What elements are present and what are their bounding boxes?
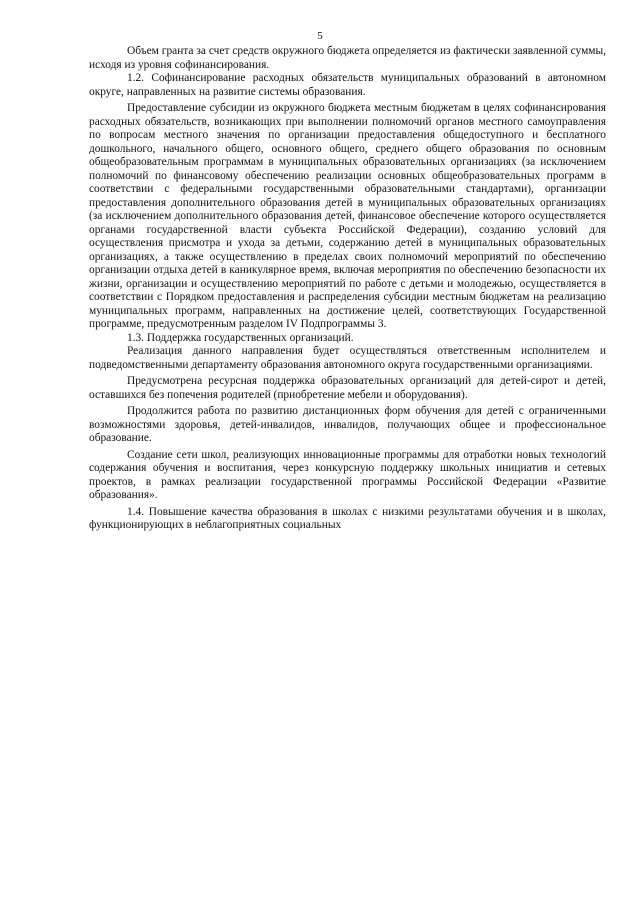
paragraph-distance-learning: Продолжится работа по развитию дистанционных форм обучения для детей с ограниченными возможностями здоровья, детей-инвалидов, инвалидов, получающих общее и профессиональное образование. — [89, 405, 606, 444]
paragraph-implementation: Реализация данного направления будет осуществляться ответственным исполнителем и подведомственными департаменту образования автономного округа государственными организациями. — [89, 345, 606, 371]
document-body — [89, 45, 606, 533]
paragraph-subsidy-provision: Предоставление субсидии из окружного бюджета местным бюджетам в целях софинансирования расходных обязательств, возникающих при выполнении полномочий органов местного самоуправления по вопросам местного значения по организации предоставления общедоступного и бесплатного дошкольного, начального общего, основного общего, среднего общего образования по основным общеобразовательным программам в муниципальных образовательных организациях (за исключением полномочий по финансовому обеспечению реализации основных общеобразовательных программ в соответствии с федеральными государственными образовательными стандартами), организации предоставления дополнительного образования детей в муниципальных образовательных организациях (за исключением дополнительного образования детей, финансовое обеспечение которого осуществляется органами государственной власти субъекта Российской Федерации), созданию условий для осуществления присмотра и ухода за детьми, содержанию детей в муниципальных образовательных организациях, а также осуществлению в пределах своих полномочий мероприятий по обеспечению организации отдыха детей в каникулярное время, включая мероприятия по обеспечению безопасности их жизни, организации и осуществлению мероприятий по работе с детьми и молодежью, осуществляется в соответствии с Порядком предоставления и распределения субсидии местным бюджетам на реализацию муниципальных программ, направленных на достижение целей, соответствующих Государственной программе, предусмотренным разделом IV Подпрограммы 3. — [89, 102, 606, 330]
heading-1-4-quality: 1.4. Повышение качества образования в школах с низкими результатами обучения и в школах, функционирующих в неблагоприятных социальных — [89, 505, 606, 531]
page-number: 5 — [317, 30, 323, 42]
heading-1-2-cofinancing: 1.2. Софинансирование расходных обязательств муниципальных образований в автономном округе, направленных на развитие системы образования. — [89, 72, 606, 98]
heading-1-3-support: 1.3. Поддержка государственных организаций. — [127, 331, 354, 344]
paragraph-resource-support: Предусмотрена ресурсная поддержка образовательных организаций для детей-сирот и детей, оставшихся без попечения родителей (приобретение мебели и оборудования). — [89, 375, 606, 401]
paragraph-school-network: Создание сети школ, реализующих инновационные программы для отработки новых технологий содержания обучения и воспитания, через конкурсную поддержку школьных инициатив и сетевых проектов, в рамках реализации государственной программы Российской Федерации «Развитие образования». — [89, 448, 606, 501]
paragraph-grant-amount: Объем гранта за счет средств окружного бюджета определяется из фактически заявленной суммы, исходя из уровня софинансирования. — [89, 45, 606, 71]
